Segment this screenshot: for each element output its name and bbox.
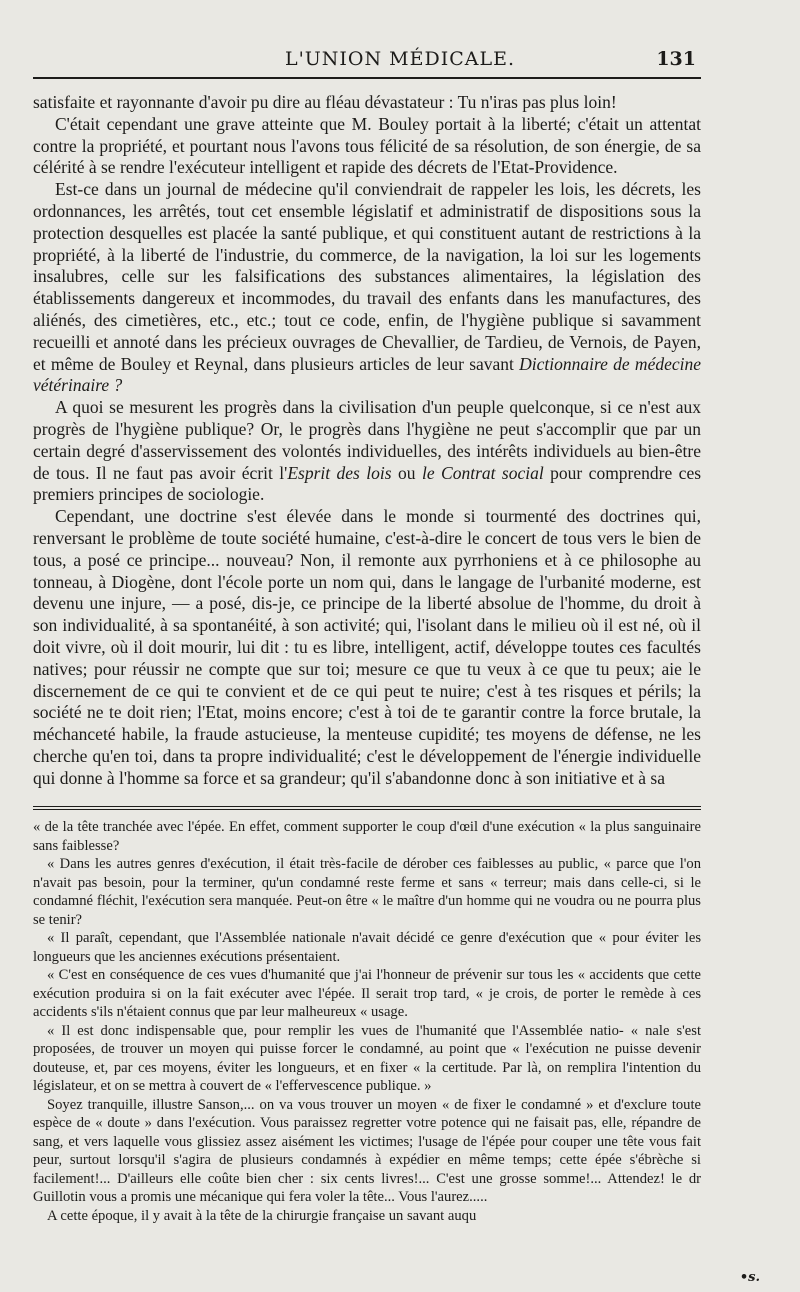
paragraph-4-text-b: ou [391,462,422,483]
paragraph-1: satisfaite et rayonnante d'avoir pu dire au fléau dévastateur : Tu n'iras pas plus loin! [33,92,617,112]
paragraph-4-text-c: pour comprendre ces premiers principes de sociologie. [33,462,702,505]
contrat-social-title: le Contrat social [421,462,544,483]
paragraph-2: C'était cependant une grave atteinte que M. Bouley portait à la liberté; c'était un attentat contre la propriété, et pourtant nous l'avons tous félicité de sa résolution, de son énergie, de sa célérité à se rendre l'exécuteur intelligent et rapide des décrets de l'Etat-Providence. [33,113,701,178]
page-number: 131 [656,48,696,70]
paragraph-4 [33,397,701,506]
paragraph-5: Cependant, une doctrine s'est élevée dans le monde si tourmenté des doctrines qui, renversant le problème de toute société humaine, c'est-à-dire le concert de tous vers le bien de tous, a posé ce principe... nouveau? Non, il remonte aux pyrrhoniens et à ce philosophe au tonneau, à Diogène, dont l'école porte un nom qui, dans le langage de l'urbanité moderne, est devenu une injure, — a posé, dis-je, ce principe de la liberté absolue de l'homme, du droit à son individualité, à sa spontanéité, à son activité; qui, l'isolant dans le milieu où il est né, où il doit vivre, où il doit mourir, lui dit : tu es libre, intelligent, actif, développe toutes ces facultés natives; pour réussir ne compte que sur toi; mesure ce que tu veux à ce que tu peux; aie le discernement de ce qui te convient et de ce qui peut te nuire; c'est à tes risques et périls; la société ne te doit rien; l'Etat, moins encore; c'est à toi de te garantir contre la force brutale, la méchanceté habile, la fraude astucieuse, la menteuse cupidité; tes moyens de défense, ne les cherche qu'en toi, dans ta propre individualité; c'est le développement de l'énergie individuelle qui donne à l'homme sa force et sa grandeur; qu'il s'abandonne donc à son initiative et à sa [33,506,701,788]
footnote-para-5: « Il est donc indispensable que, pour remplir les vues de l'humanité que l'Assemblée natio- « nale s'est proposées, de trouver un moyen qui puisse forcer le condamné, au point que « l'exécution ne puisse devenir douteuse, et, par ces moyens, éviter les longueurs, et en fixer « la certitude. Par là, on remplira l'intention du législateur, et on se mettra à couvert de « l'effervescence publique. » [33,1022,701,1094]
paragraph-4-text-a: A quoi se mesurent les progrès dans la civilisation d'un peuple quelconque, si ce n'est aux progrès de l'hygiène publique? Or, le progrès dans l'hygiène ne peut s'accomplir que par un certain degré d'asservissement des volontés individuelles, des intérêts individuels au bien-être de tous. Il ne faut pas avoir écrit l' [33,397,701,483]
footnote-block [33,818,701,1225]
footnote-para-3: « Il paraît, cependant, que l'Assemblée nationale n'avait décidé ce genre d'exécution que « pour éviter les longueurs que les anciennes exécutions présentaient. [33,930,701,965]
page-header [0,40,800,74]
header-rule [33,77,701,79]
paragraph-3-text: Est-ce dans un journal de médecine qu'il conviendrait de rappeler les lois, les décrets, les ordonnances, les arrêtés, tout cet ensemble législatif et administratif de dispositions sous la protection desquelles est placée la santé publique, et qui constituent autant de restrictions à la propriété, à la liberté de l'industrie, du commerce, de la navigation, la loi sur les logements insalubres, celle sur les falsifications des substances alimentaires, la législation des établissements dangereux et incommodes, du travail des enfants dans les manufactures, des aliénés, des cimetières, etc., etc.; tout ce code, enfin, de l'hygiène publique si savamment recueilli et annoté dans les précieux ouvrages de Chevallier, de Tardieu, de Vernois, de Payen, et même de Bouley et Reynal, dans plusieurs articles de leur savant [33,179,701,374]
signature-mark: •s. [739,1270,760,1285]
main-text [33,92,701,790]
footnote-para-4: « C'est en conséquence de ces vues d'humanité que j'ai l'honneur de prévenir sur tous les « accidents que cette exécution produira si on la fait exécuter avec l'épée. Il serait trop tard, « je crois, de porter le remède à ces accidents s'ils n'étaient connus que par leur malheureux « usage. [33,967,701,1020]
paragraph-3 [33,179,701,397]
esprit-des-lois-title: Esprit des lois [287,462,392,483]
footnote-rule [33,806,701,810]
footnote-para-6: Soyez tranquille, illustre Sanson,... on va vous trouver un moyen « de fixer le condamné » et d'exclure toute espèce de « doute » dans l'exécution. Vous paraissez regretter votre potence qui ne faisait pas, elle, répandre de sang, et vers laquelle vous glissiez assez aisément les victimes; l'usage de l'épée pour couper une tête vous fait peur, surtout lorsqu'il s'agira de plusieurs condamnés à expédier en même temps; cette épée s'ébrèche si facilement!... D'ailleurs elle coûte bien cher : six cents livres!... C'est une grosse somme!... Attendez! le dr Guillotin vous a promis une mécanique qui fera voler la tête... Vous l'aurez..... [33,1096,701,1205]
dictionary-title: Dictionnaire de médecine vétérinaire ? [33,353,702,396]
running-title: L'UNION MÉDICALE. [284,48,516,70]
footnote-para-7: A cette époque, il y avait à la tête de la chirurgie française un savant auqu [47,1207,477,1224]
footnote-para-2: « Dans les autres genres d'exécution, il était très-facile de dérober ces faiblesses au public, « parce que l'on n'avait pas besoin, pour la terminer, qu'un condamné reste ferme et sans « terreur; mais dans celle-ci, si le condamné fléchit, l'exécution sera manquée. Peut-on être « le maître d'un homme qui ne voudra ou ne pourra plus se tenir? [33,856,701,928]
footnote-para-1: « de la tête tranchée avec l'épée. En effet, comment supporter le coup d'œil d'une exécution « la plus sanguinaire sans faiblesse? [33,819,701,854]
